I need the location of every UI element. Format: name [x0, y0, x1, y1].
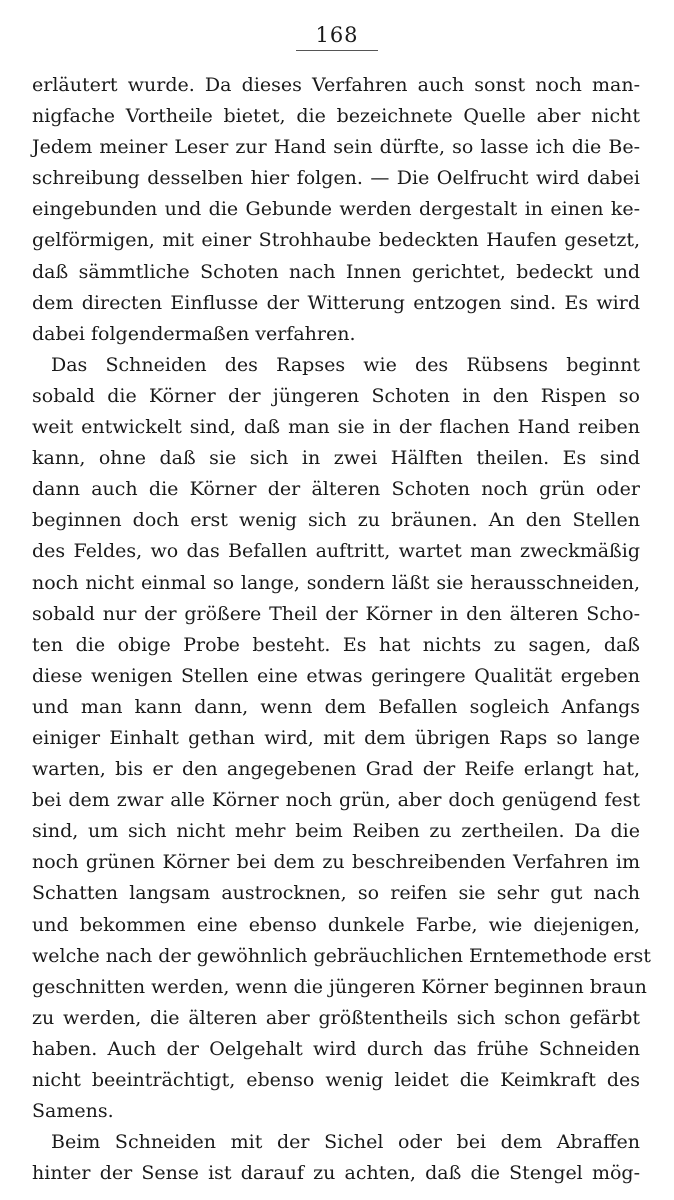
- text-line: eingebunden und die Gebunde werden dergestalt in einen ke-: [32, 198, 640, 221]
- text-line: Jedem meiner Leser zur Hand sein dürfte, so lasse ich die Be-: [32, 136, 640, 159]
- text-line: bei dem zwar alle Körner noch grün, aber doch genügend fest: [32, 789, 640, 812]
- text-line: daß sämmtliche Schoten nach Innen gerichtet, bedeckt und: [32, 260, 640, 283]
- text-line: Samens.: [32, 1100, 114, 1123]
- text-line: einiger Einhalt gethan wird, mit dem übrigen Raps so lange: [32, 726, 640, 749]
- text-line: beginnen doch erst wenig sich zu bräunen. An den Stellen: [32, 509, 640, 532]
- header-rule: [296, 50, 378, 51]
- text-line: dabei folgendermaßen verfahren.: [32, 322, 356, 345]
- text-line: und man kann dann, wenn dem Befallen sogleich Anfangs: [32, 695, 640, 718]
- text-line: des Feldes, wo das Befallen auftritt, wartet man zweckmäßig: [32, 540, 640, 563]
- text-line: kann, ohne daß sie sich in zwei Hälften theilen. Es sind: [32, 447, 640, 470]
- text-line: Schatten langsam austrocknen, so reifen sie sehr gut nach: [32, 882, 640, 905]
- text-line: gelförmigen, mit einer Strohhaube bedeckten Haufen gesetzt,: [32, 229, 640, 252]
- text-line: nigfache Vortheile bietet, die bezeichnete Quelle aber nicht: [32, 105, 640, 128]
- text-line: sind, um sich nicht mehr beim Reiben zu zertheilen. Da die: [32, 820, 640, 843]
- page-number: 168: [315, 23, 359, 47]
- text-line: und bekommen eine ebenso dunkele Farbe, wie diejenigen,: [32, 913, 640, 936]
- text-line: sobald nur der größere Theil der Körner in den älteren Scho-: [32, 602, 640, 625]
- text-line: diese wenigen Stellen eine etwas geringere Qualität ergeben: [32, 664, 640, 687]
- text-line: sobald die Körner der jüngeren Schoten in den Rispen so: [32, 384, 640, 407]
- text-line: hinter der Sense ist darauf zu achten, daß die Stengel mög-: [32, 1162, 640, 1185]
- text-line: warten, bis er den angegebenen Grad der Reife erlangt hat,: [32, 758, 640, 781]
- text-line: geschnitten werden, wenn die jüngeren Körner beginnen braun: [32, 975, 647, 998]
- paragraph-first-line: Das Schneiden des Rapses wie des Rübsens beginnt: [51, 353, 640, 376]
- body-text: [32, 70, 651, 1189]
- paragraph-first-line: Beim Schneiden mit der Sichel oder bei dem Abraffen: [51, 1131, 640, 1154]
- text-line: nicht beeinträchtigt, ebenso wenig leidet die Keimkraft des: [32, 1069, 640, 1091]
- text-line: welche nach der gewöhnlich gebräuchlichen Erntemethode erst: [32, 944, 651, 967]
- text-line: schreibung desselben hier folgen. — Die Oelfrucht wird dabei: [32, 167, 640, 190]
- text-line: zu werden, die älteren aber größtentheils sich schon gefärbt: [32, 1006, 640, 1029]
- text-line: noch grünen Körner bei dem zu beschreibenden Verfahren im: [32, 851, 640, 874]
- text-line: weit entwickelt sind, daß man sie in der flachen Hand reiben: [32, 416, 640, 439]
- text-line: ten die obige Probe besteht. Es hat nichts zu sagen, daß: [32, 633, 640, 656]
- text-line: dann auch die Körner der älteren Schoten noch grün oder: [32, 478, 640, 501]
- text-line: erläutert wurde. Da dieses Verfahren auch sonst noch man-: [32, 74, 640, 96]
- text-line: haben. Auch der Oelgehalt wird durch das frühe Schneiden: [32, 1037, 640, 1060]
- text-line: noch nicht einmal so lange, sondern läßt sie herausschneiden,: [32, 571, 640, 594]
- text-line: dem directen Einflusse der Witterung entzogen sind. Es wird: [32, 291, 640, 314]
